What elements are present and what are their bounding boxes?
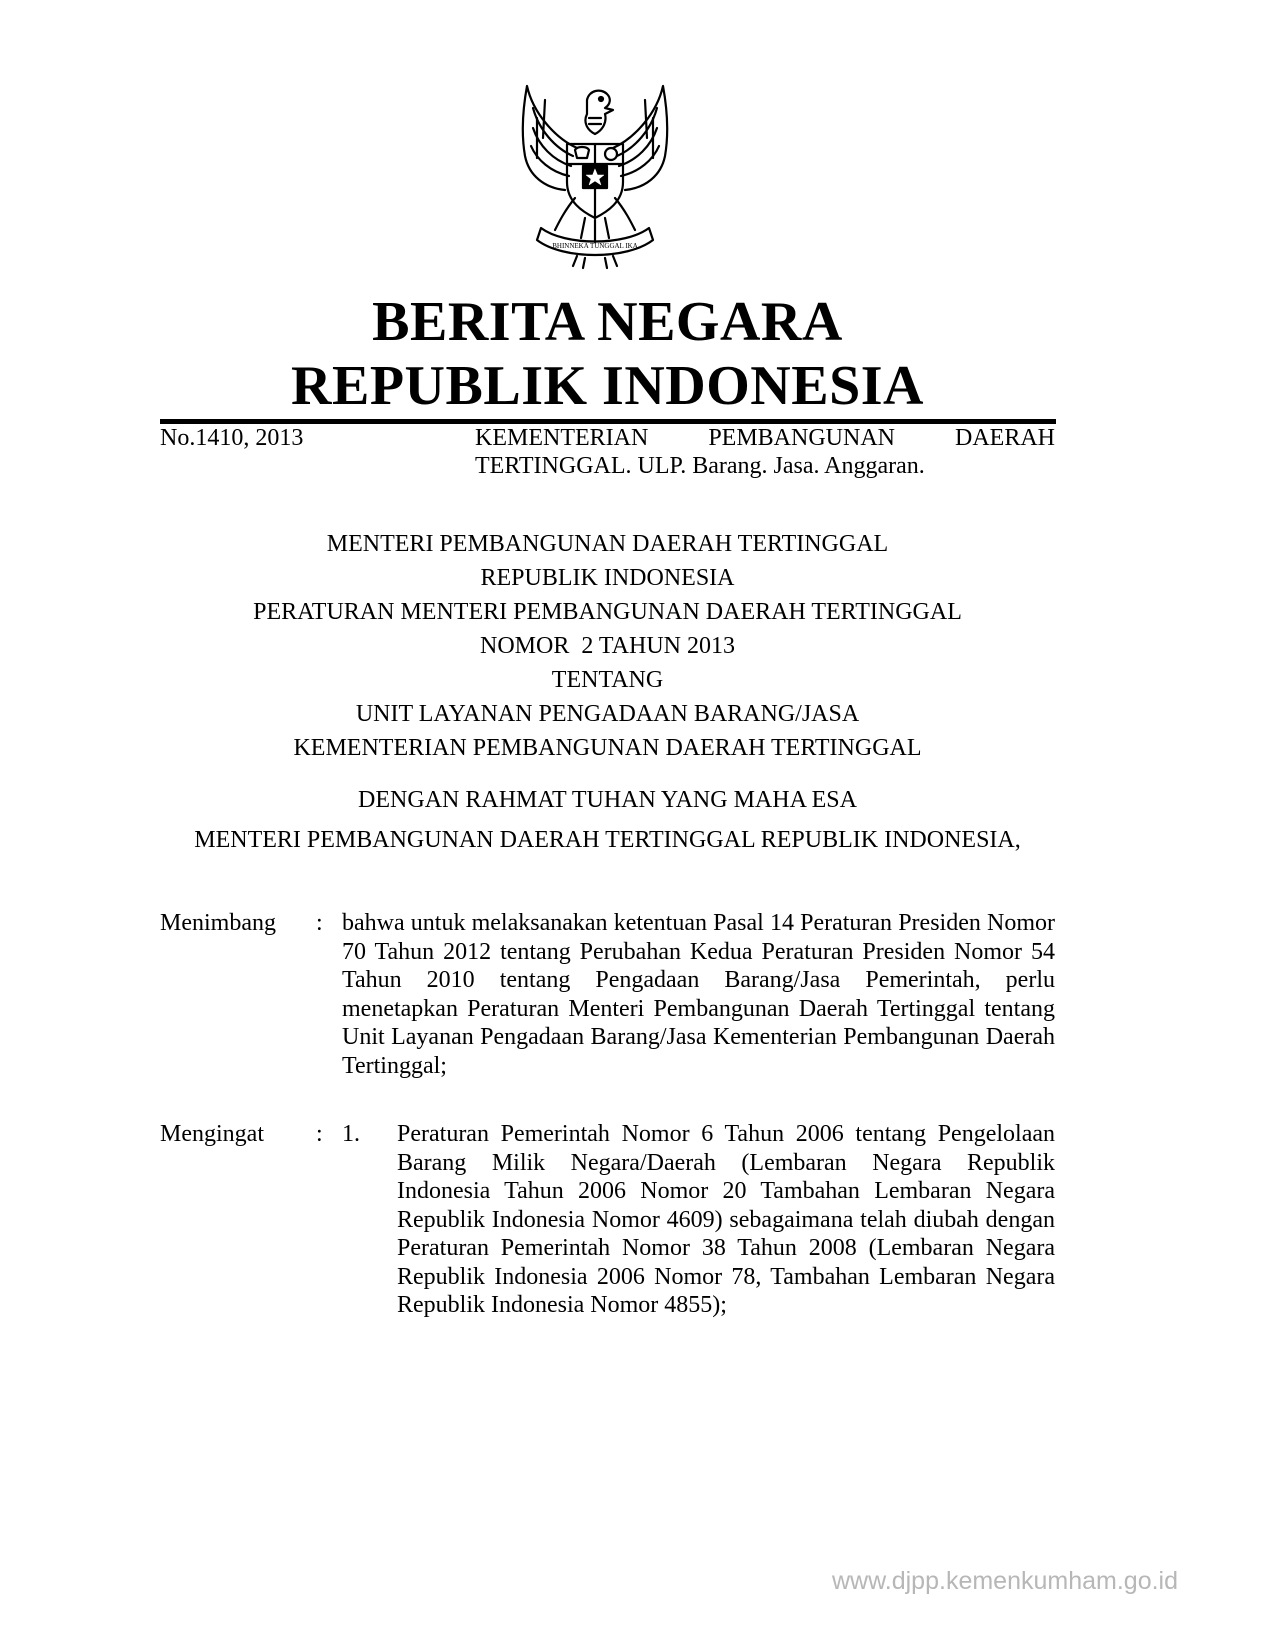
- preamble-line: DENGAN RAHMAT TUHAN YANG MAHA ESA: [358, 787, 857, 813]
- menimbang-colon: :: [316, 910, 323, 936]
- subject-line-2: TERTINGGAL. ULP. Barang. Jasa. Anggaran.: [475, 453, 925, 479]
- masthead-subtitle: REPUBLIK INDONESIA: [291, 355, 924, 417]
- subject-word: KEMENTERIAN: [475, 425, 649, 451]
- emblem-motto: BHINNEKA TUNGGAL IKA: [552, 242, 638, 250]
- subject-word: DAERAH: [955, 425, 1055, 451]
- heading-line: MENTERI PEMBANGUNAN DAERAH TERTINGGAL: [326, 531, 889, 557]
- heading-line: REPUBLIK INDONESIA: [480, 565, 735, 591]
- mengingat-item-text: Peraturan Pemerintah Nomor 6 Tahun 2006 tentang Pengelolaan Barang Milik Negara/Daerah (Lembaran Negara Republik Indonesia Tahun 2006 Nomor 20 Tambahan Lembaran Negara Republik Indonesia Nomor 4609) sebagaimana telah diubah dengan Peraturan Pemerintah Nomor 38 Tahun 2008 (Lembaran Negara Republik Indonesia 2006 Nomor 78, Tambahan Lembaran Negara Republik Indonesia Nomor 4855);: [397, 1121, 1055, 1318]
- subject-word: PEMBANGUNAN: [708, 425, 895, 451]
- heading-line: TENTANG: [551, 667, 664, 693]
- mengingat-item-number: 1.: [342, 1121, 360, 1147]
- mengingat-label: Mengingat: [160, 1121, 264, 1147]
- heading-line: UNIT LAYANAN PENGADAAN BARANG/JASA: [355, 701, 860, 727]
- garuda-emblem-icon: [515, 78, 675, 270]
- heading-line: NOMOR 2 TAHUN 2013: [480, 633, 735, 659]
- mengingat-colon: :: [316, 1121, 323, 1147]
- gazette-subject: [475, 424, 1055, 480]
- heading-line: PERATURAN MENTERI PEMBANGUNAN DAERAH TERTINGGAL: [253, 599, 962, 625]
- preamble-line: MENTERI PEMBANGUNAN DAERAH TERTINGGAL REPUBLIK INDONESIA,: [194, 827, 1021, 853]
- heading-line: KEMENTERIAN PEMBANGUNAN DAERAH TERTINGGAL: [293, 735, 922, 761]
- masthead-title: BERITA NEGARA: [372, 291, 843, 353]
- menimbang-text: bahwa untuk melaksanakan ketentuan Pasal 14 Peraturan Presiden Nomor 70 Tahun 2012 tentang Perubahan Kedua Peraturan Presiden Nomor 54 Tahun 2010 tentang Pengadaan Barang/Jasa Pemerintah, perlu menetapkan Peraturan Menteri Pembangunan Daerah Tertinggal tentang Unit Layanan Pengadaan Barang/Jasa Kementerian Pembangunan Daerah Tertinggal;: [342, 910, 1055, 1079]
- footer-website-url: www.djpp.kemenkumham.go.id: [832, 1567, 1178, 1595]
- gazette-number: No.1410, 2013: [160, 425, 304, 451]
- menimbang-label: Menimbang: [160, 910, 276, 936]
